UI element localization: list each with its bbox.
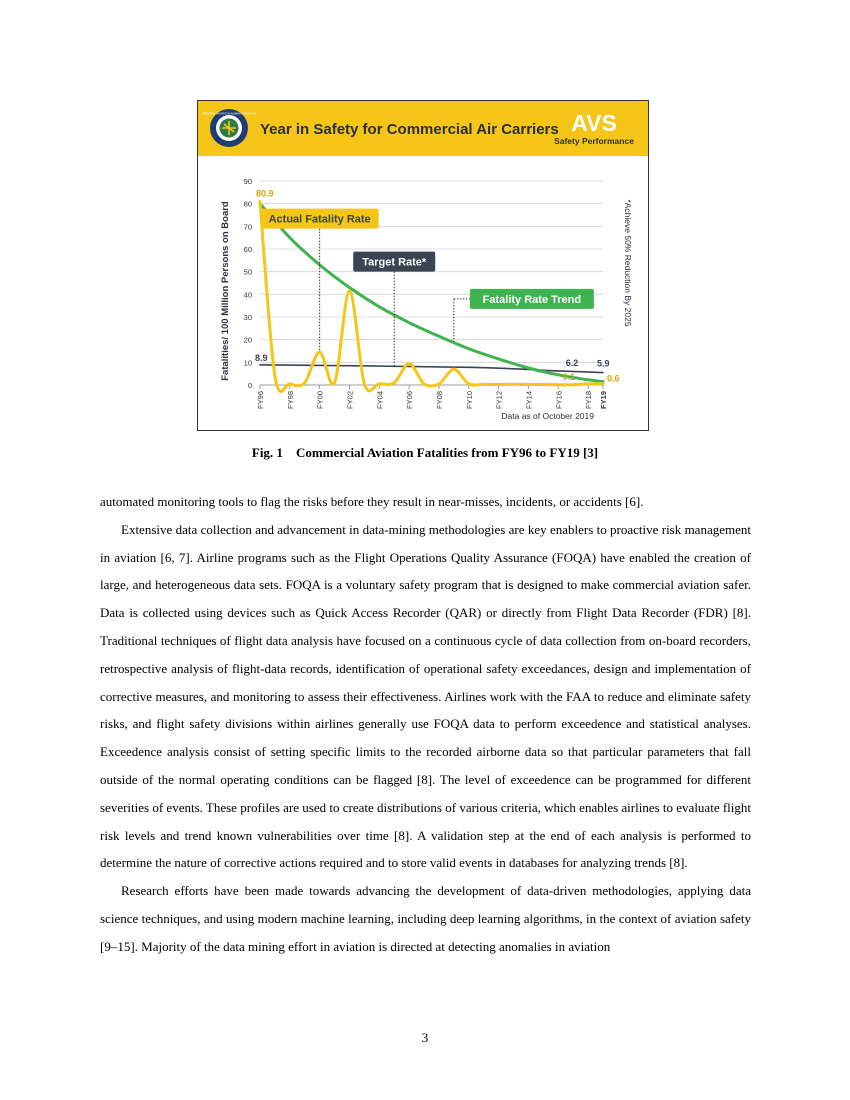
footer-note: Data as of October 2019 — [501, 411, 594, 421]
y-tick-label: 80 — [243, 199, 252, 209]
caption-label: Fig. 1 — [251, 445, 283, 460]
x-tick-label: FY12 — [494, 391, 504, 409]
paragraph-2: Extensive data collection and advancement in data-mining methodologies are key enablers to proactive risk management in aviation [6, 7]. Airline programs such as the Flight Operations Quality Assurance (FOQA) have enabled the creation of large, and heterogeneous data sets. FOQA is a voluntary safety program that is designed to make commercial aviation safer. Data is collected using devices such as Quick Access Recorder (QAR) or directly from Flight Data Recorder (FDR) [8]. Traditional techniques of flight data analysis have focused on a continuous cycle of data collection from on-board recorders, retrospective analysis of flight-data records, identification of operational safety exceedances, design and implementation of corrective measures, and monitoring to assess their effectiveness. Airlines work with the FAA to reduce and eliminate safety risks, and flight safety divisions within airlines generally use FOQA data to perform exceedence and statistical analyses. Exceedence analysis consist of setting specific limits to the recorded airborne data so that particular parameters that fall outside of the normal operating conditions can be flagged [8]. The level of exceedence can be programmed for different severities of events. These profiles are used to create distributions of various criteria, which enables airlines to evaluate flight risk levels and trend known vulnerabilities over time [8]. A validation step at the end of each analysis is performed to determine the nature of corrective actions required and to store valid events in databases for analyzing trends [8]. — [100, 521, 751, 871]
rate-2019-label: 0.6 — [607, 373, 620, 384]
rate-2016-label: 0.1 — [562, 371, 576, 382]
y-tick-label: 30 — [243, 313, 252, 322]
paragraph-3: Research efforts have been made towards advancing the development of data-driven methodologies, applying data science techniques, and using modern machine learning, including deep learning algorithms, in the context of aviation safety [9–15]. Majority of the data mining effort in aviation is directed at detecting anomalies in aviation — [100, 883, 751, 954]
y-tick-label: 90 — [243, 177, 252, 186]
paragraph-1: automated monitoring tools to flag the risks before they result in near-misses, incidents, or accidents [6]. — [100, 494, 644, 509]
seal-text: FEDERAL AVIATION ADMINISTRATION — [201, 111, 257, 116]
body-text — [100, 488, 751, 961]
x-tick-label: FY06 — [405, 391, 415, 409]
x-tick-label: FY18 — [584, 391, 594, 409]
x-tick-label: FY02 — [345, 391, 355, 409]
figure — [197, 100, 649, 431]
avs-brand: AVS — [571, 110, 617, 136]
callout-target-rate-label: Target Rate* — [362, 256, 427, 269]
x-tick-label: FY98 — [285, 391, 295, 409]
figure-caption — [0, 445, 850, 461]
x-tick-label: FY96 — [256, 391, 265, 409]
x-tick-label: FY16 — [554, 391, 564, 409]
peak-value-label: 80.9 — [256, 188, 274, 199]
y-tick-label: 60 — [243, 245, 252, 254]
page-number: 3 — [421, 1030, 429, 1045]
avs-brand-sub: Safety Performance — [554, 136, 634, 146]
side-note: *Achieve 50% Reduction By 2025 — [623, 199, 633, 327]
x-tick-label: FY08 — [434, 391, 444, 409]
x-tick-label: FY04 — [375, 391, 385, 409]
fatality-chart — [198, 101, 648, 430]
banner-title: Year in Safety for Commercial Air Carriers — [260, 121, 559, 138]
start-target-label: 8.9 — [255, 352, 268, 363]
target-2016-label: 6.2 — [565, 357, 579, 368]
callout-fatality-rate-trend-label: Fatality Rate Trend — [482, 293, 582, 306]
callout-actual-fatality-rate-label: Actual Fatality Rate — [268, 213, 371, 226]
x-tick-label: FY00 — [315, 391, 325, 409]
target-2019-label: 5.9 — [597, 358, 610, 369]
y-tick-label: 50 — [243, 267, 252, 277]
y-tick-label: 10 — [243, 358, 252, 368]
x-tick-label: FY19 — [599, 391, 608, 409]
y-tick-label: 20 — [243, 335, 252, 345]
x-tick-label: FY14 — [524, 391, 534, 409]
x-tick-label: FY10 — [464, 391, 474, 409]
y-tick-label: 70 — [243, 222, 252, 232]
caption-text: Commercial Aviation Fatalities from FY96 to FY19 [3] — [295, 445, 599, 460]
y-tick-label: 0 — [247, 381, 252, 390]
y-tick-label: 40 — [243, 290, 252, 300]
y-axis-label: Fatalities/ 100 Million Persons on Board — [220, 201, 231, 381]
